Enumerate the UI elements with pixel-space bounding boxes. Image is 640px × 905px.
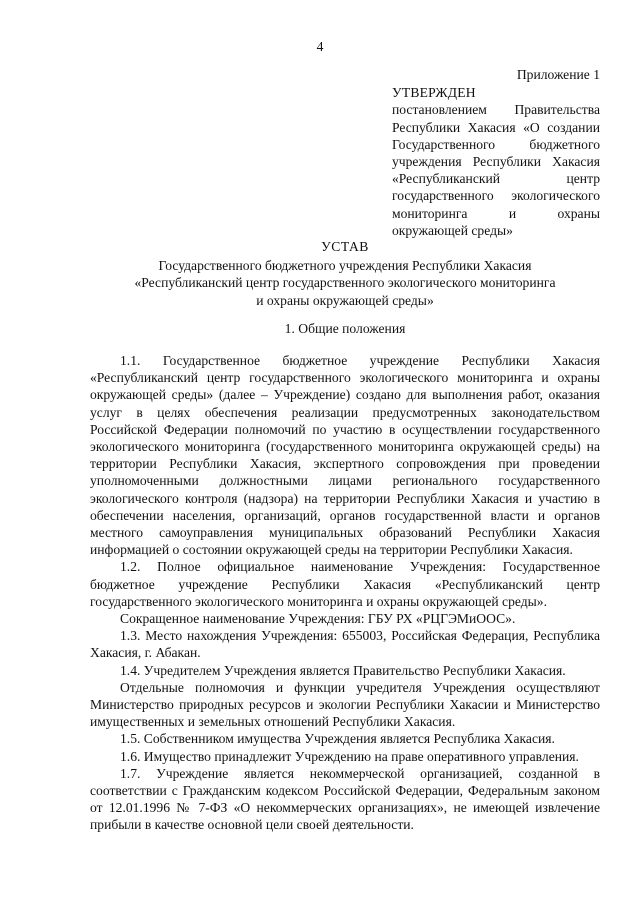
paragraph: 1.7. Учреждение является некоммерческой организацией, созданной в соответствии с Гражданским кодексом Российской Федерации, Федеральным законом от 12.01.1996 № 7-ФЗ «О некоммерческих организациях», не имеющей извлечение прибыли в качестве основной цели своей деятельности. [90, 765, 600, 833]
paragraph: Сокращенное наименование Учреждения: ГБУ РХ «РЦГЭМиООС». [120, 611, 516, 627]
paragraph: 1.1. Государственное бюджетное учреждение Республики Хакасия «Республиканский центр государственного экологического мониторинга и охраны окружающей среды» (далее – Учреждение) создано для выполнения работ, оказания услуг в целях обеспечения реализации предусмотренных законодательством Российской Федерации полномочий по участию в осуществлении государственного экологического мониторинга (государственного мониторинга окружающей среды) на территории Республики Хакасия, экспертного сопровождения при проведении уполномоченными должностными лицами регионального государственного экологического контроля (надзора) на территории Республики Хакасия и участию в обеспечении населения, организаций, органов государственной власти и органов местного самоуправления муниципальных образований Республики Хакасия информацией о состоянии окружающей среды на территории Республики Хакасия. [90, 353, 600, 558]
charter-title-block [90, 238, 600, 309]
charter-subtitle-line: Государственного бюджетного учреждения Республики Хакасия [158, 258, 532, 274]
appendix-label: Приложение 1 [516, 67, 600, 82]
page-number: 4 [316, 39, 324, 54]
charter-subtitle-line: и охраны окружающей среды» [256, 292, 434, 308]
charter-subtitle-line: «Республиканский центр государственного экологического мониторинга [134, 275, 556, 291]
approval-text: постановлением Правительства Республики Хакасия «О создании Государственного бюджетного учреждения Республики Хакасия «Республиканский центр государственного экологического мониторинга и охраны окружающей среды» [392, 102, 600, 238]
paragraph: 1.4. Учредителем Учреждения является Правительство Республики Хакасия. [120, 662, 566, 678]
approval-block [392, 66, 600, 239]
document-body [90, 352, 600, 834]
charter-title: УСТАВ [321, 239, 369, 254]
paragraph: 1.3. Место нахождения Учреждения: 655003, Российская Федерация, Республика Хакасия, г. Абакан. [90, 628, 600, 661]
paragraph: 1.2. Полное официальное наименование Учреждения: Государственное бюджетное учреждение Республики Хакасия «Республиканский центр государственного экологического мониторинга и охраны окружающей среды». [90, 559, 600, 609]
section-title: 1. Общие положения [284, 321, 406, 336]
paragraph: 1.6. Имущество принадлежит Учреждению на праве оперативного управления. [120, 748, 579, 764]
approved-heading: УТВЕРЖДЕН [392, 85, 476, 101]
paragraph: 1.5. Собственником имущества Учреждения является Республика Хакасия. [120, 731, 555, 747]
paragraph: Отдельные полномочия и функции учредителя Учреждения осуществляют Министерство природных ресурсов и экологии Республики Хакасии и Министерство имущественных и земельных отношений Республики Хакасия. [90, 679, 600, 730]
